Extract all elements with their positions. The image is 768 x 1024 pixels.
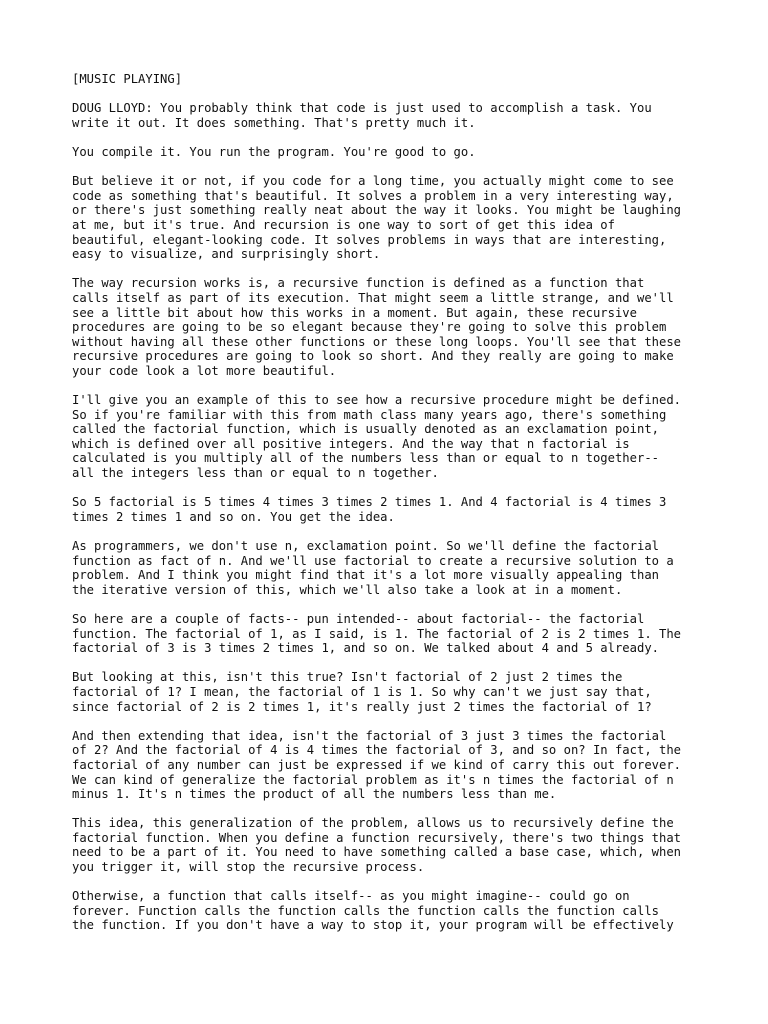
text-line: of 2? And the factorial of 4 is 4 times the factorial of 3, and so on? In fact, the [72,743,682,758]
text-line: factorial of 1? I mean, the factorial of 1 is 1. So why can't we just say that, [72,684,652,699]
text-line: But looking at this, isn't this true? Isn't factorial of 2 just 2 times the [72,670,623,685]
text-line: DOUG LLOYD: You probably think that code is just used to accomplish a task. You [72,101,652,116]
text-line: You compile it. You run the program. You're good to go. [72,144,476,159]
paragraph [72,612,712,656]
text-line: [MUSIC PLAYING] [72,72,183,86]
text-line: code as something that's beautiful. It solves a problem in a very interesting way, [72,188,674,203]
paragraph [72,729,712,802]
text-line: calls itself as part of its execution. That might seem a little strange, and we'll [72,290,674,305]
text-line: all the integers less than or equal to n together. [72,466,439,481]
transcript-page [72,72,712,948]
text-line: called the factorial function, which is usually denoted as an exclamation point, [72,422,659,437]
text-line: or there's just something really neat about the way it looks. You might be laughing [72,203,682,218]
paragraph [72,393,712,481]
text-line: So if you're familiar with this from math class many years ago, there's something [72,407,667,422]
paragraph [72,539,712,597]
paragraph [72,145,712,160]
text-line: factorial function. When you define a function recursively, there's two things that [72,830,682,845]
text-line: your code look a lot more beautiful. [72,363,337,378]
text-line: We can kind of generalize the factorial problem as it's n times the factorial of n [72,772,674,787]
text-line: calculated is you multiply all of the numbers less than or equal to n together-- [72,451,659,466]
paragraph [72,670,712,714]
text-line: easy to visualize, and surprisingly short. [72,247,381,262]
text-line: Otherwise, a function that calls itself-- as you might imagine-- could go on [72,889,630,904]
text-line: And then extending that idea, isn't the factorial of 3 just 3 times the factorial [72,728,667,743]
paragraph [72,174,712,262]
text-line: function as fact of n. And we'll use factorial to create a recursive solution to a [72,553,674,568]
paragraph [72,72,712,87]
text-line: see a little bit about how this works in a moment. But again, these recursive [72,305,637,320]
text-line: you trigger it, will stop the recursive process. [72,860,425,875]
text-line: forever. Function calls the function calls the function calls the function calls [72,903,659,918]
paragraph [72,889,712,933]
paragraph [72,101,712,130]
text-line: function. The factorial of 1, as I said, is 1. The factorial of 2 is 2 times 1. The [72,626,682,641]
text-line: since factorial of 2 is 2 times 1, it's really just 2 times the factorial of 1? [72,699,652,714]
text-line: recursive procedures are going to look so short. And they really are going to make [72,349,674,364]
text-line: which is defined over all positive integers. And the way that n factorial is [72,436,630,451]
text-line: problem. And I think you might find that it's a lot more visually appealing than [72,568,659,583]
text-line: times 2 times 1 and so on. You get the idea. [72,509,395,524]
text-line: As programmers, we don't use n, exclamation point. So we'll define the factorial [72,539,659,553]
text-line: the iterative version of this, which we'll also take a look at in a moment. [72,582,623,597]
text-line: at me, but it's true. And recursion is one way to sort of get this idea of [72,217,615,232]
text-line: factorial of any number can just be expressed if we kind of carry this out forever. [72,757,682,772]
text-line: factorial of 3 is 3 times 2 times 1, and so on. We talked about 4 and 5 already. [72,641,659,656]
text-line: minus 1. It's n times the product of all the numbers less than me. [72,787,557,802]
text-line: procedures are going to be so elegant because they're going to solve this problem [72,320,667,335]
text-line: The way recursion works is, a recursive function is defined as a function that [72,276,645,291]
text-line: beautiful, elegant-looking code. It solves problems in ways that are interesting, [72,232,667,247]
text-line: So here are a couple of facts-- pun intended-- about factorial-- the factorial [72,611,645,626]
paragraph [72,816,712,874]
text-line: the function. If you don't have a way to stop it, your program will be effectively [72,918,674,933]
text-line: write it out. It does something. That's pretty much it. [72,115,476,130]
text-line: I'll give you an example of this to see how a recursive procedure might be defined. [72,393,682,408]
text-line: But believe it or not, if you code for a long time, you actually might come to see [72,174,674,189]
text-line: need to be a part of it. You need to have something called a base case, which, when [72,845,682,860]
paragraph [72,495,712,524]
paragraph [72,276,712,378]
text-line: This idea, this generalization of the problem, allows us to recursively define the [72,816,674,831]
text-line: without having all these other functions or these long loops. You'll see that these [72,334,682,349]
text-line: So 5 factorial is 5 times 4 times 3 times 2 times 1. And 4 factorial is 4 times 3 [72,495,667,510]
